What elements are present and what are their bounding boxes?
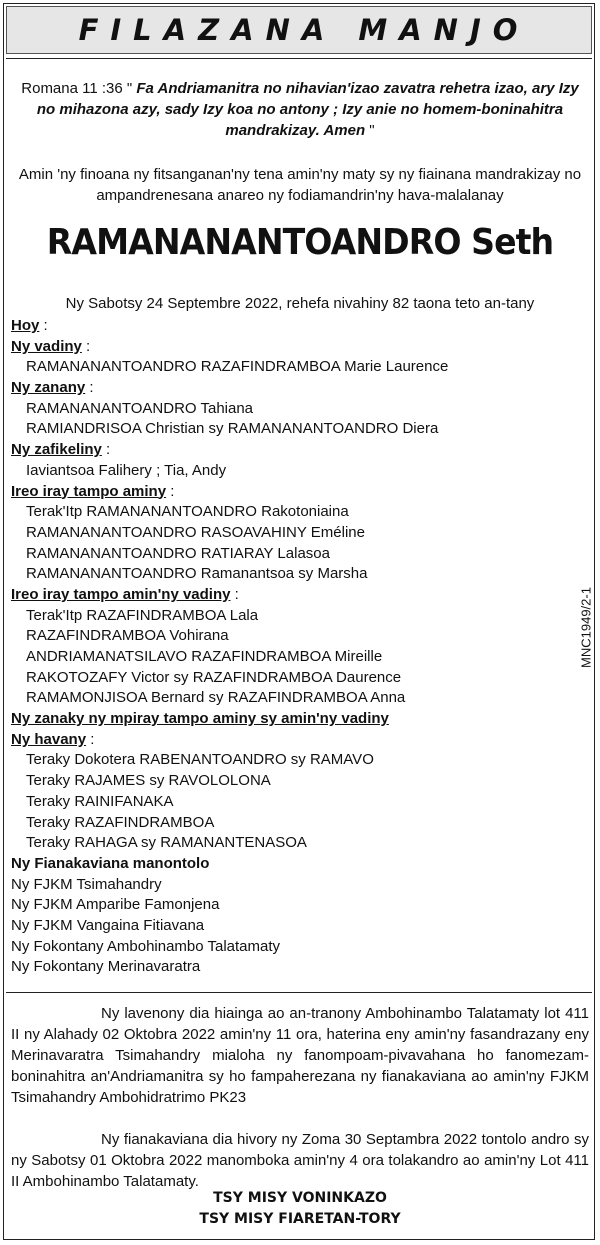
verse-reference: Romana 11 :36 " xyxy=(21,80,137,97)
list-item: Ny FJKM Amparibe Famonjena xyxy=(11,896,220,914)
closing-line-1: TSY MISY VONINKAZO xyxy=(213,1190,387,1206)
section-hoy: Hoy : xyxy=(11,317,48,334)
list-item: Teraky RAZAFINDRAMBOA xyxy=(26,813,215,831)
list-item: Teraky RAINIFANAKA xyxy=(26,792,174,810)
header-title: FILAZANA MANJO xyxy=(78,13,530,47)
list-item: Ny FJKM Vangaina Fitiavana xyxy=(11,916,205,934)
section-tampo-vadiny: Ireo iray tampo amin'ny vadiny : xyxy=(11,585,239,603)
list-item: Teraky RAJAMES sy RAVOLOLONA xyxy=(26,772,271,790)
list-item: RAMANANANTOANDRO Tahiana xyxy=(26,399,254,417)
section-zanany: Ny zanany : xyxy=(11,379,94,397)
bible-verse xyxy=(14,78,586,141)
list-item: RAMIANDRISOA Christian sy RAMANANANTOANDRO Diera xyxy=(26,420,439,438)
closing-line-2: TSY MISY FIARETAN-TORY xyxy=(199,1211,401,1227)
verse-closing-mark: " xyxy=(365,122,375,139)
section-zanaky: Ny zanaky ny mpiray tampo aminy sy amin'ny vadiny xyxy=(11,710,389,728)
section-zafikeliny: Ny zafikeliny : xyxy=(11,441,111,459)
deceased-name: RAMANANANTOANDRO Seth xyxy=(46,222,554,263)
section-vadiny: Ny vadiny : xyxy=(11,337,91,355)
top-divider xyxy=(6,58,592,59)
section-tampo-aminy: Ireo iray tampo aminy : xyxy=(11,482,175,500)
section-havany: Ny havany : xyxy=(11,730,95,748)
list-item: RAMANANANTOANDRO RASOAVAHINY Eméline xyxy=(26,523,365,541)
reference-code: MNC1949/2-1 xyxy=(578,587,594,668)
header-banner xyxy=(6,6,592,54)
list-item: Teraky Dokotera RABENANTOANDRO sy RAMAVO xyxy=(26,751,374,769)
family-list xyxy=(11,316,571,978)
death-date-line: Ny Sabotsy 24 Septembre 2022, rehefa nivahiny 82 taona teto an-tany xyxy=(65,295,535,312)
list-item: Terak'Itp RAMANANANTOANDRO Rakotoniaina xyxy=(26,503,349,521)
bottom-divider xyxy=(6,992,592,993)
list-item: Ny Fokontany Merinavaratra xyxy=(11,958,201,976)
list-item: RAMAMONJISOA Bernard sy RAZAFINDRAMBOA Anna xyxy=(26,689,406,707)
list-item: Terak'Itp RAZAFINDRAMBOA Lala xyxy=(26,606,259,624)
burial-paragraph: Ny lavenony dia hiainga ao an-tranony Ambohinambo Talatamaty lot 411 II ny Alahady 02 Oktobra 2022 amin'ny 11 ora, haterina eny amin'ny fasandrazany eny Merinavaratra Tsimahandry mialoha ny fanompoam-pivavahana ho fanomezam-boninahitra an'Andriamanitra sy ho fampaherezana ny fianakaviana ao amin'ny FJKM Tsimahandry Ambohidratrimo PK23 xyxy=(11,1005,589,1106)
section-fianakaviana: Ny Fianakaviana manontolo xyxy=(11,854,210,872)
list-item: Teraky RAHAGA sy RAMANANTENASOA xyxy=(26,834,307,852)
list-item: Ny FJKM Tsimahandry xyxy=(11,875,162,893)
list-item: RAMANANANTOANDRO Ramanantsoa sy Marsha xyxy=(26,565,368,583)
intro-text: Amin 'ny finoana ny fitsanganan'ny tena amin'ny maty sy ny fiainana mandrakizay no ampandrenesana anareo ny fodiamandrin'ny hava-malalanay xyxy=(18,166,582,204)
list-item: Iaviantsoa Falihery ; Tia, Andy xyxy=(26,461,227,479)
verse-quote: Fa Andriamanitra no nihavian'izao zavatra rehetra izao, ary Izy no mihazona azy, sady Izy koa no antony ; Izy anie no homem-boninahitra mandrakizay. Amen xyxy=(36,80,579,139)
list-item: RAMANANANTOANDRO RATIARAY Lalasoa xyxy=(26,544,330,562)
list-item: ANDRIAMANATSILAVO RAZAFINDRAMBOA Mireille xyxy=(26,648,383,665)
list-item: RAZAFINDRAMBOA Vohirana xyxy=(26,627,229,645)
list-item: RAMANANANTOANDRO RAZAFINDRAMBOA Marie Laurence xyxy=(26,358,449,376)
list-item: Ny Fokontany Ambohinambo Talatamaty xyxy=(11,937,281,955)
list-item: RAKOTOZAFY Victor sy RAZAFINDRAMBOA Daurence xyxy=(26,668,402,686)
vigil-paragraph: Ny fianakaviana dia hivory ny Zoma 30 Septambra 2022 tontolo andro sy ny Sabotsy 01 Oktobra 2022 manomboka amin'ny 4 ora tolakandro ao amin'ny Lot 411 II Ambohinambo Talatamaty. xyxy=(11,1131,589,1190)
